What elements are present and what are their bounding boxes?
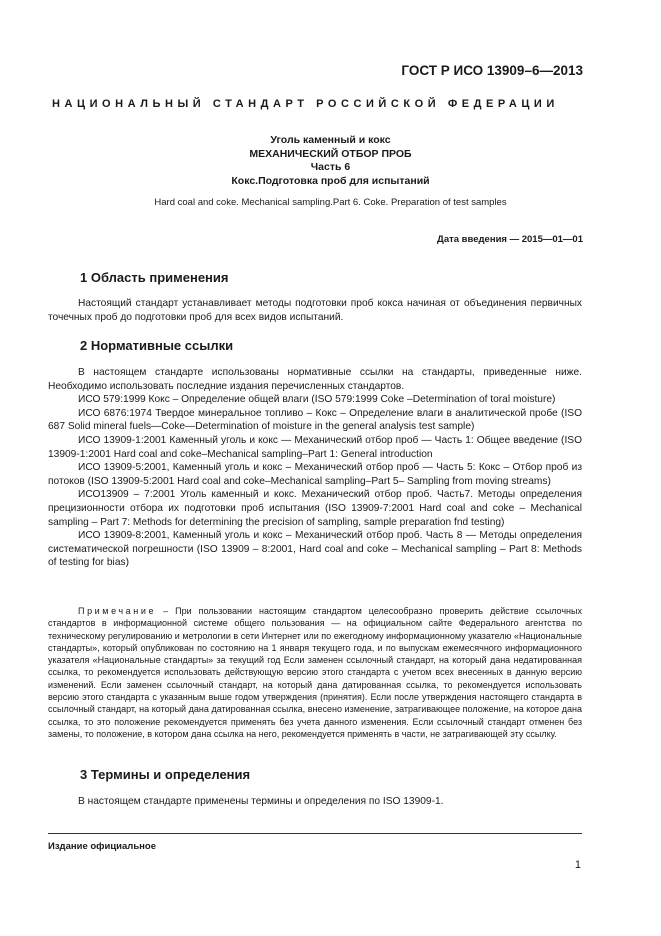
title-line-3: Часть 6 — [310, 161, 351, 173]
section-1-paragraph: Настоящий стандарт устанавливает методы подготовки проб кокса начиная от объединения первичных точечных проб до подготовки проб для всех видов испытаний. — [48, 298, 582, 323]
reference-iso-13909-5: ИСО 13909-5:2001, Каменный уголь и кокс – Механический отбор проб — Часть 5: Кокс – Отбор проб из потоков (ISO 13909-5:2001 Hard coal and coke–Mechanical sampling–Part 5– Sampling from moving streams) — [48, 462, 582, 487]
section-3-body — [48, 795, 582, 809]
reference-iso-13909-1: ИСО 13909-1:2001 Каменный уголь и кокс — Механический отбор проб — Часть 1: Общее введение (ISO 13909-1:2001 Hard coal and coke–Mechanical sampling–Part 1: General introduction — [48, 434, 582, 460]
section-2-paragraph: В настоящем стандарте использованы нормативные ссылки на стандарты, приведенные ниже. Необходимо использовать последние издания перечисленных стандартов. — [48, 367, 582, 392]
section-1-body — [48, 297, 582, 324]
section-2-note — [48, 605, 582, 740]
english-title: Hard coal and coke. Mechanical sampling.Part 6. Coke. Preparation of test samples — [154, 197, 507, 208]
page-number: 1 — [574, 859, 581, 871]
document-title-block — [0, 134, 661, 188]
reference-iso-6876: ИСО 6876:1974 Твердое минеральное топливо – Кокс – Определение влаги в аналитической пробе (ISO 687 Solid mineral fuels—Coke—Determination of moisture in the general analysis test sample) — [48, 407, 582, 433]
note-text: – При пользовании настоящим стандартом целесообразно проверить действие ссылочных стандартов в информационной системе общего пользования — на официальном сайте Федерального агентства по техническому регулированию и метрологии в сети Интернет или по ежегодному информационному указателю «Национальные стандарты», который опубликован по состоянию на 1 января текущего года, и по выпускам ежемесячного информационного указателя «Национальные стандарты» за текущий год Если заменен ссылочный стандарт, на который дана недатированная ссылка, то рекомендуется использовать действующую версию этого стандарта с учетом всех внесенных в данную версию изменений. Если заменен ссылочный стандарт, на который дана датированная ссылка, то рекомендуется использовать версию этого стандарта с указанным выше годом утверждения (принятия). Если после утверждения настоящего стандарта в ссылочный стандарт, на который дана датированная ссылка, внесено изменение, затрагивающее положение, на которое дана ссылка, то это положение рекомендуется применять без учета данного изменения. Если ссылочный стандарт отменен без замены, то положение, в котором дана ссылка на него, рекомендуется применять в части, не затрагивающей эту ссылку. — [48, 606, 582, 739]
section-2-heading: 2 Нормативные ссылки — [80, 338, 234, 353]
section-1-heading: 1 Область применения — [80, 270, 229, 285]
section-2-body — [48, 366, 582, 570]
title-line-4: Кокс.Подготовка проб для испытаний — [231, 174, 430, 187]
footer-divider — [48, 833, 582, 834]
reference-iso-579: ИСО 579:1999 Кокс – Определение общей влаги (ISO 579:1999 Coke –Determination of toral moisture) — [78, 394, 556, 406]
reference-iso-13909-8: ИСО 13909-8:2001, Каменный уголь и кокс – Механический отбор проб. Часть 8 — Методы определения систематической погрешности (ISO 13909 – 8:2001, Hard coal and coke – Mechanical sampling – Part 8: Methods of testing for bias) — [48, 530, 582, 569]
standard-code: ГОСТ Р ИСО 13909–6—2013 — [401, 63, 583, 78]
introduction-date: Дата введения — 2015—01—01 — [437, 234, 583, 245]
title-line-2: МЕХАНИЧЕСКИЙ ОТБОР ПРОБ — [249, 147, 412, 160]
official-edition-label: Издание официальное — [48, 841, 156, 852]
section-3-paragraph: В настоящем стандарте применены термины и определения по ISO 13909-1. — [78, 796, 444, 807]
national-standard-banner: НАЦИОНАЛЬНЫЙ СТАНДАРТ РОССИЙСКОЙ ФЕДЕРАЦИИ — [52, 98, 559, 110]
title-line-1: Уголь каменный и кокс — [270, 134, 391, 146]
reference-iso-13909-7: ИСО13909 – 7:2001 Уголь каменный и кокс. Механический отбор проб. Часть7. Методы определения прецизионности отбора их подготовки проб испытания (ISO 13909-7:2001 Hard coal and coke – Mechanical sampling – Part 7: Methods for determining the precision of sampling, sample preparation fnd testing) — [48, 489, 582, 528]
section-3-heading: 3 Термины и определения — [80, 767, 251, 782]
note-label: Примечание — [78, 606, 157, 616]
